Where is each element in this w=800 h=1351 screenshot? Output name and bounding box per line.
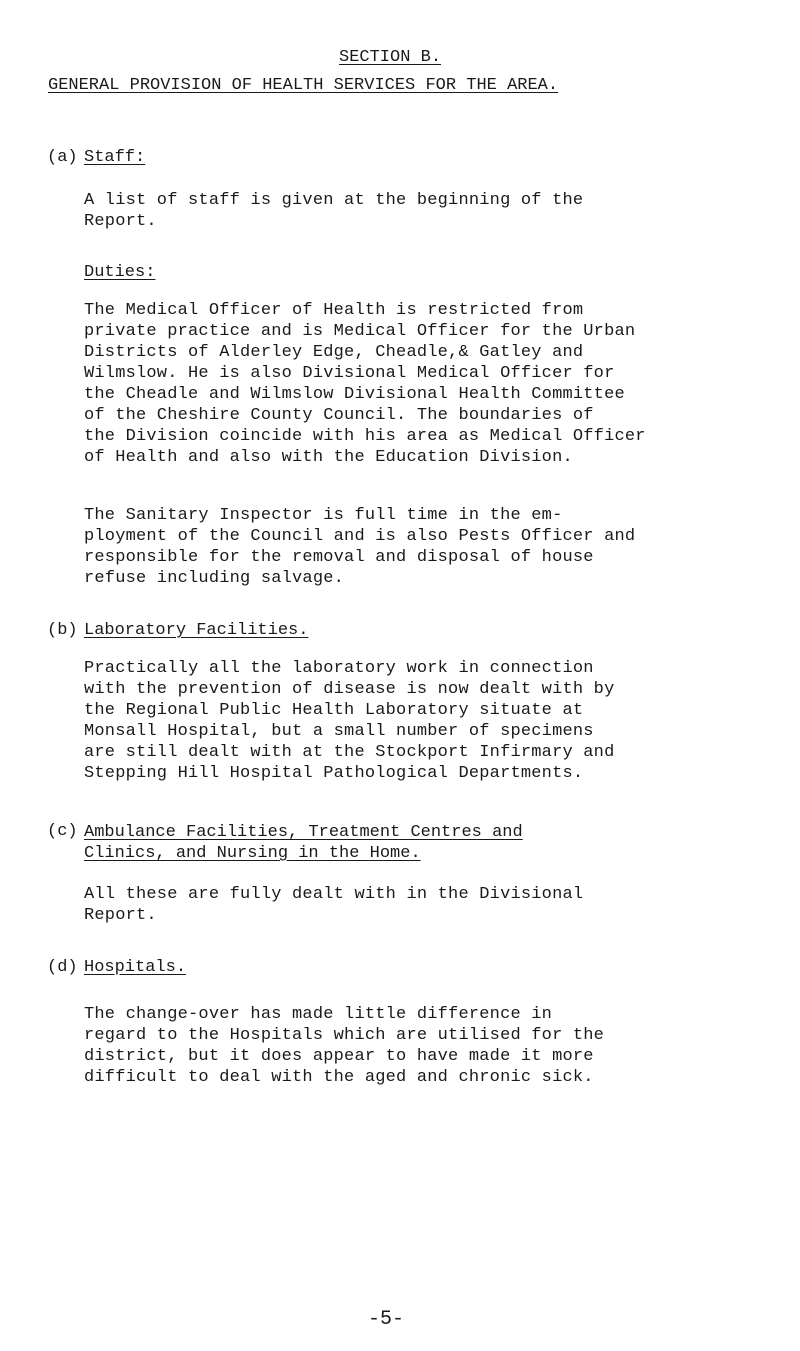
hospitals-paragraph: The change-over has made little difference in regard to the Hospitals which are utilised for the district, but it does appear to have made it more difficult to deal with the aged and chronic sick. (84, 1005, 605, 1087)
section-d-title: Hospitals. (84, 958, 187, 977)
duties-paragraph-2: The Sanitary Inspector is full time in the em- ployment of the Council and is also Pests Officer and responsible for the removal and disposal of house refuse including salvage. (84, 506, 636, 588)
ambulance-paragraph: All these are fully dealt with in the Divisional Report. (84, 885, 584, 925)
section-b-label: (b) (47, 621, 78, 640)
duties-title: Duties: (84, 263, 156, 282)
section-d-label: (d) (47, 958, 78, 977)
section-b-title: Laboratory Facilities. (84, 621, 309, 640)
section-a-title: Staff: (84, 148, 146, 167)
section-c-label: (c) (47, 822, 78, 841)
page-number: -5- (368, 1308, 405, 1331)
section-c-title-line-1: Ambulance Facilities, Treatment Centres and (84, 823, 523, 842)
section-a-label: (a) (47, 148, 78, 167)
laboratory-paragraph: Practically all the laboratory work in connection with the prevention of disease is now dealt with by the Regional Public Health Laboratory situate at Monsall Hospital, but a small number of specimens are still dealt with at the Stockport Infirmary and Stepping Hill Hospital Pathological Departments. (84, 659, 615, 783)
staff-paragraph: A list of staff is given at the beginning of the Report. (84, 191, 584, 231)
section-c-title-line-2: Clinics, and Nursing in the Home. (84, 844, 421, 863)
page-title: GENERAL PROVISION OF HEALTH SERVICES FOR THE AREA. (48, 76, 559, 95)
section-heading: SECTION B. (339, 48, 442, 67)
duties-paragraph-1: The Medical Officer of Health is restricted from private practice and is Medical Officer for the Urban Districts of Alderley Edge, Cheadle,& Gatley and Wilmslow. He is also Divisional Medical Officer for the Cheadle and Wilmslow Divisional Health Committee of the Cheshire County Council. The boundaries of the Division coincide with his area as Medical Officer of Health and also with the Education Division. (84, 301, 646, 467)
